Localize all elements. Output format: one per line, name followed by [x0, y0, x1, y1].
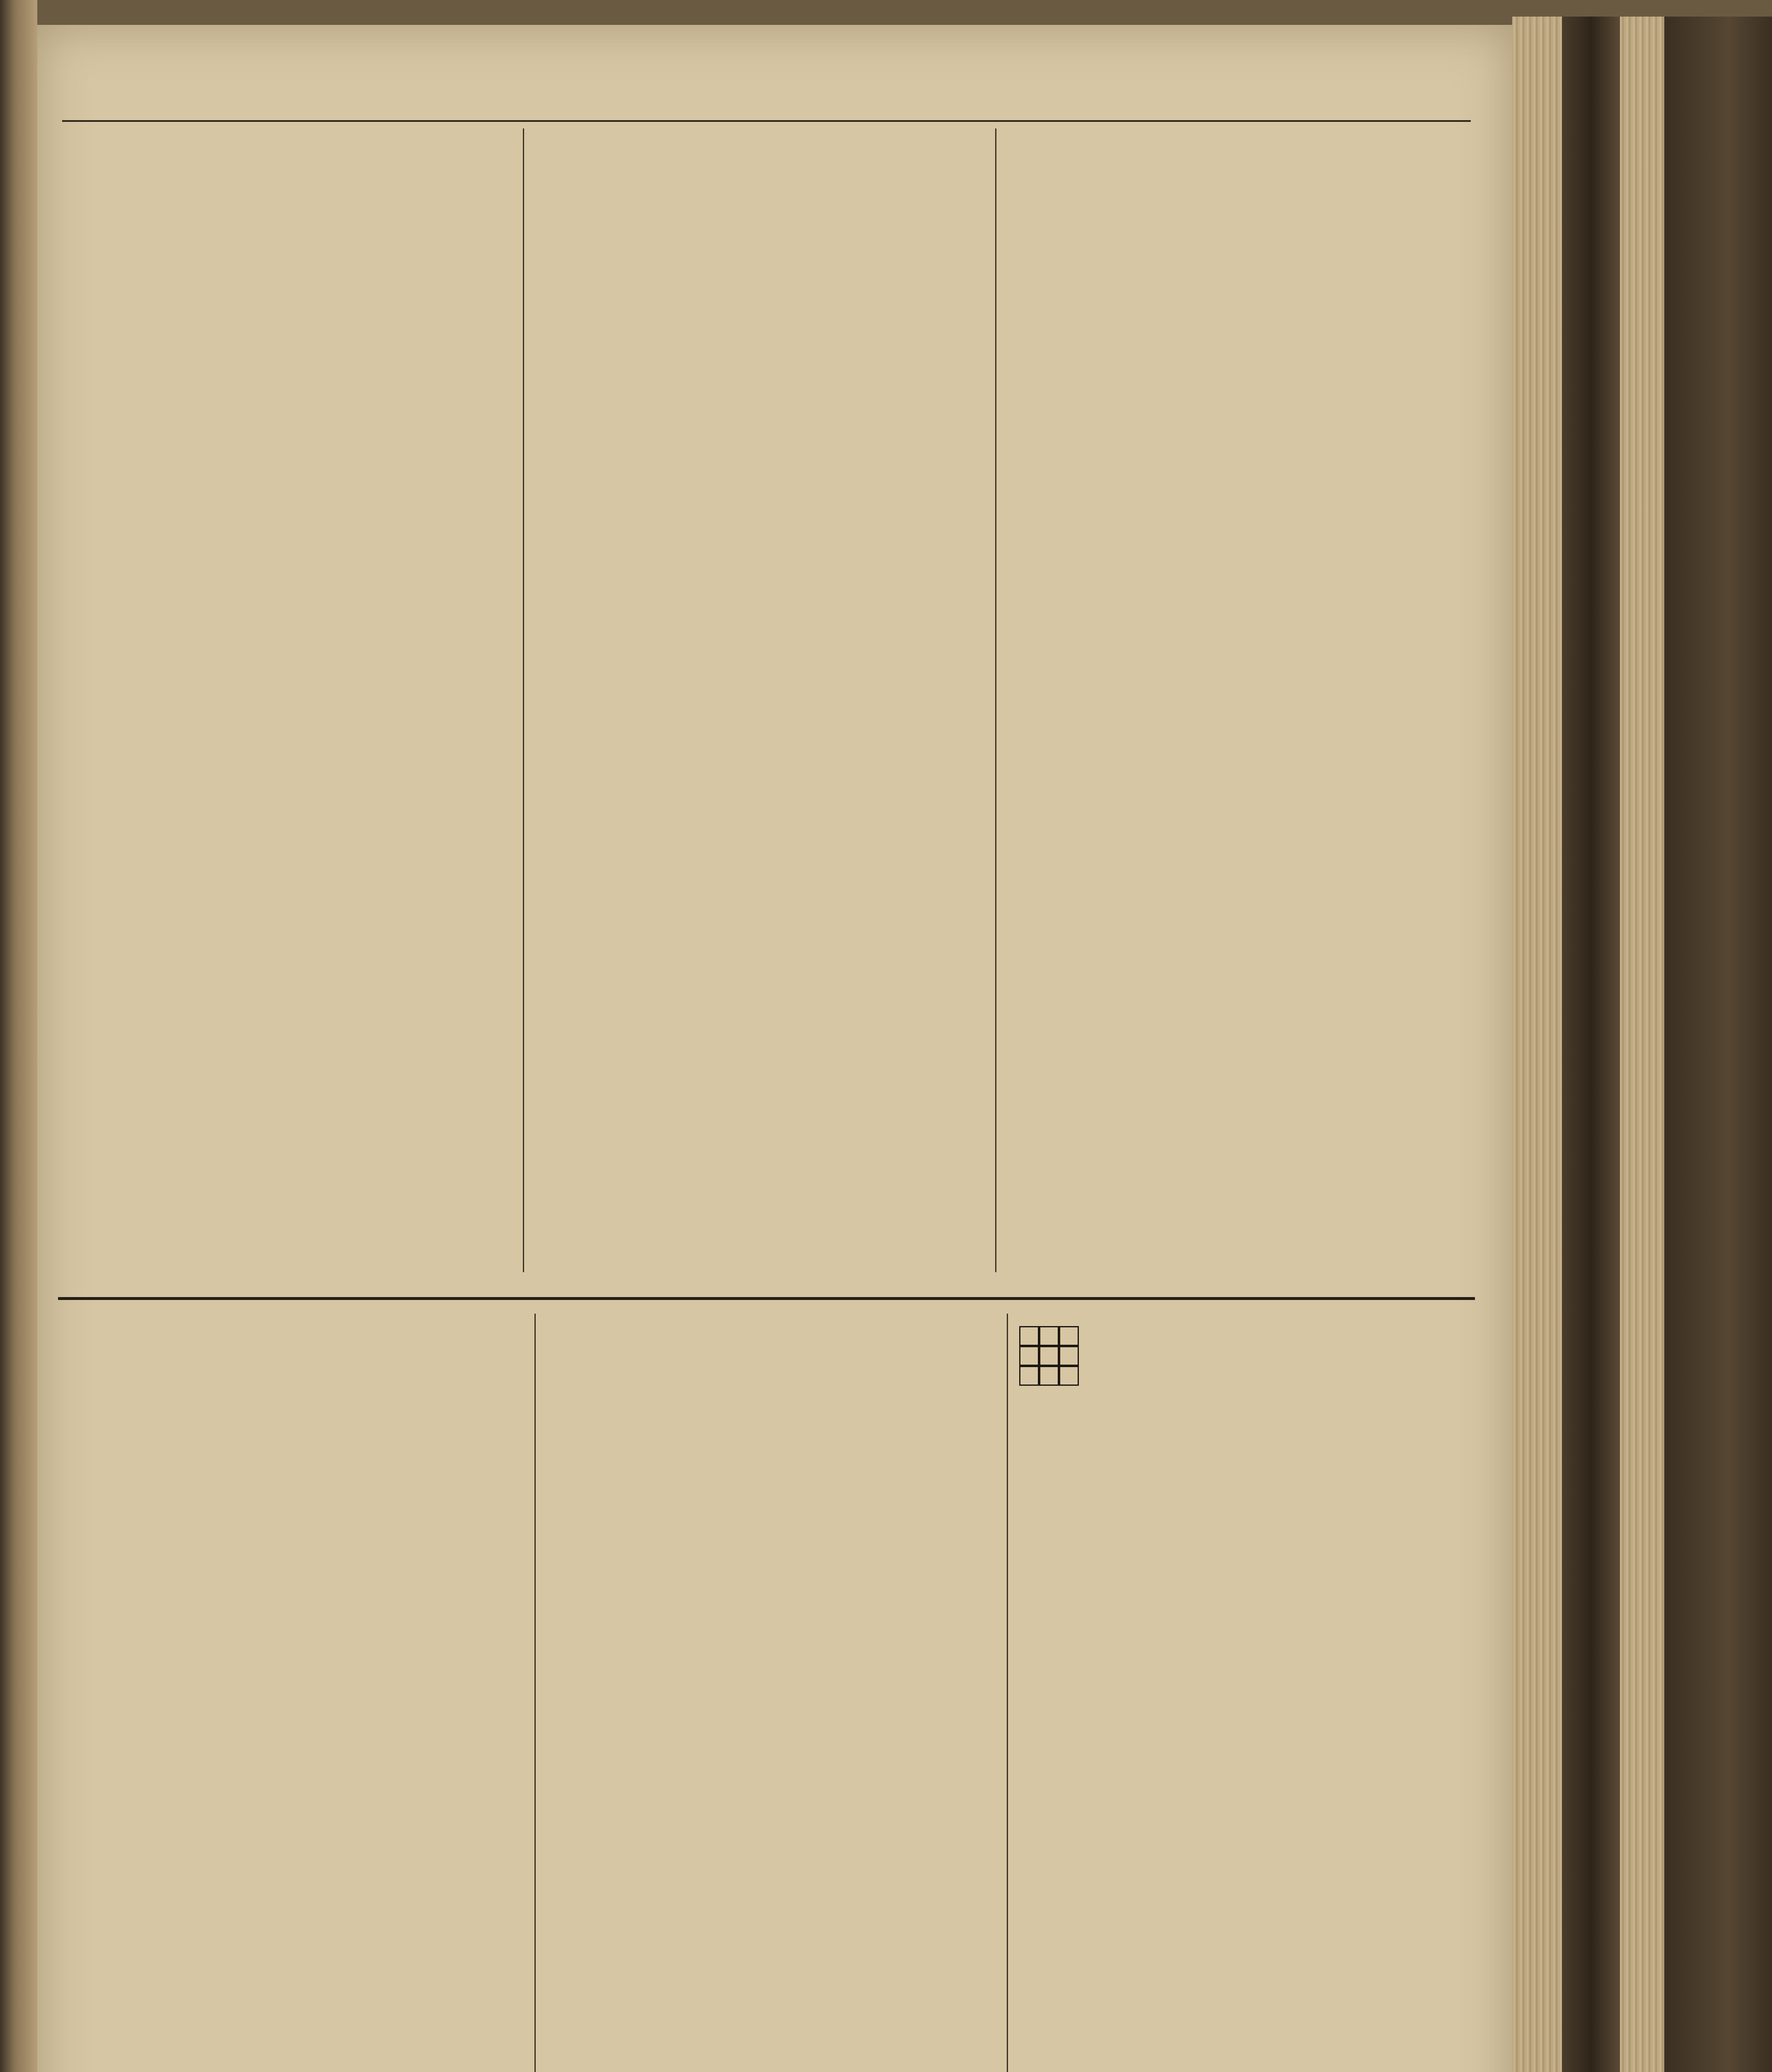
- column-divider: [523, 128, 524, 1272]
- book-right-edge: [1512, 17, 1772, 2072]
- section-separator: [58, 1297, 1475, 1300]
- column-3: [1007, 128, 1467, 1272]
- newspaper-page: [37, 25, 1512, 2072]
- auswertung-figure: [1019, 1326, 1079, 1386]
- page-header: [62, 83, 1471, 122]
- pyramid-text: [547, 1339, 779, 1363]
- column-divider: [534, 1314, 536, 2072]
- pyramid-figure: [787, 1339, 1007, 1363]
- right-puzzles: [1019, 1314, 1467, 1340]
- column-divider: [1007, 1314, 1008, 2072]
- column-divider: [995, 128, 996, 1272]
- column-2: [534, 128, 986, 1272]
- book-left-edge: [0, 0, 37, 2072]
- middle-puzzles: [547, 1314, 1007, 1363]
- crossword-grid: [87, 1434, 501, 1848]
- column-1: [62, 128, 514, 1272]
